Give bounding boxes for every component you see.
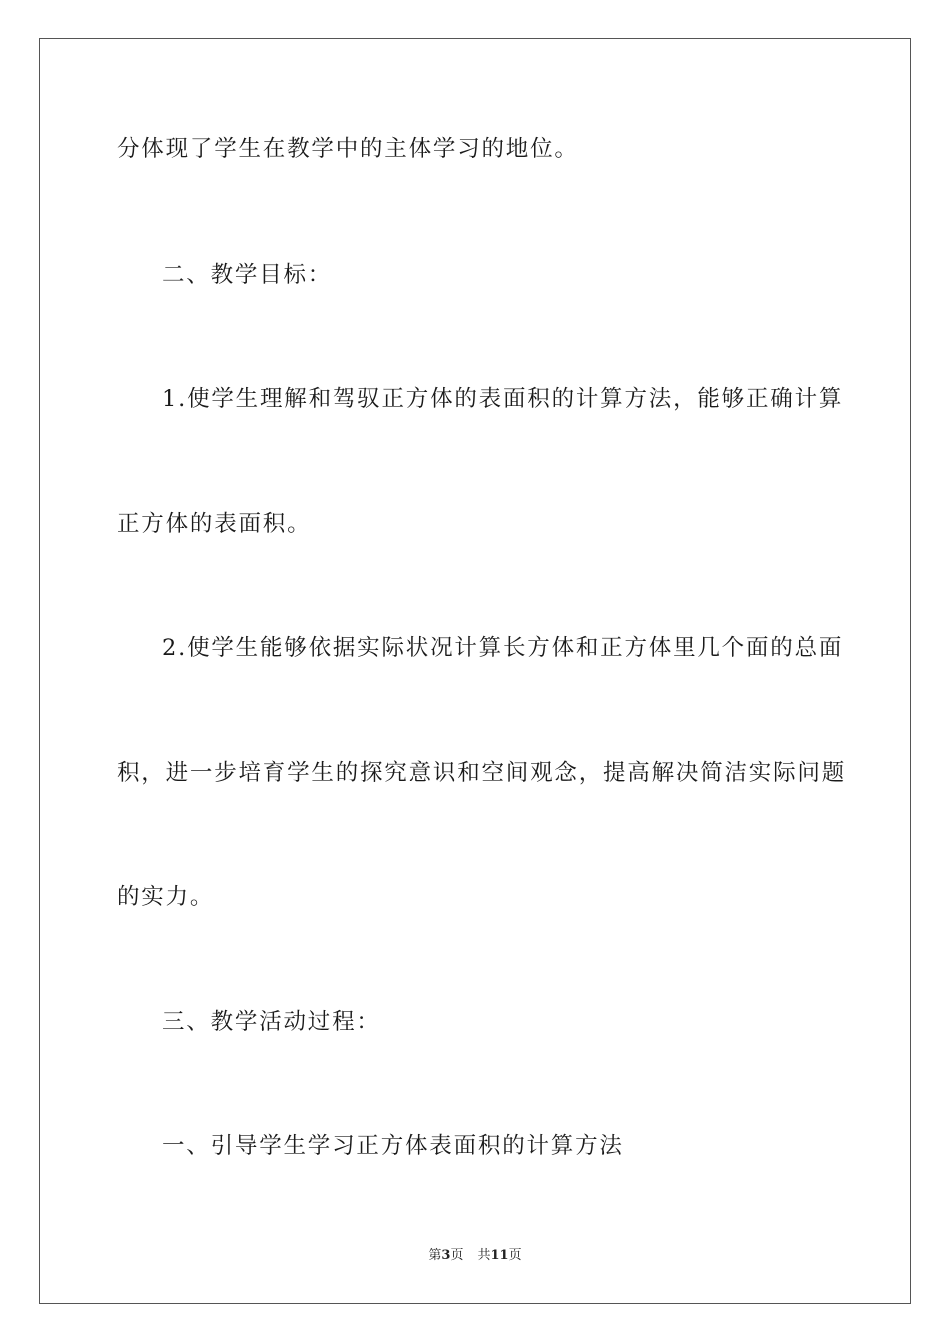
page-number: 3 <box>441 1248 451 1263</box>
total-prefix: 共 <box>477 1248 491 1263</box>
body-text-line: 分体现了学生在教学中的主体学习的地位。 <box>117 136 579 162</box>
goal-item-2-continued-end: 的实力。 <box>117 884 215 910</box>
goal-item-2: 2.使学生能够依据实际状况计算长方体和正方体里几个面的总面 <box>162 635 844 661</box>
total-suffix: 页 <box>508 1248 522 1263</box>
page-prefix: 第 <box>428 1248 442 1263</box>
section-heading-activity-process: 三、教学活动过程： <box>162 1009 381 1035</box>
page-suffix: 页 <box>450 1248 464 1263</box>
goal-item-1-continued: 正方体的表面积。 <box>117 511 312 537</box>
page-footer <box>0 1247 950 1265</box>
total-pages: 11 <box>490 1248 509 1263</box>
page-border <box>39 38 911 1304</box>
goal-item-2-continued: 积，进一步培育学生的探究意识和空间观念，提高解决简洁实际问题 <box>117 760 847 786</box>
section-heading-teaching-goals: 二、教学目标： <box>162 262 333 288</box>
subsection-heading-surface-area: 一、引导学生学习正方体表面积的计算方法 <box>162 1133 624 1159</box>
goal-item-1: 1.使学生理解和驾驭正方体的表面积的计算方法，能够正确计算 <box>162 386 844 412</box>
